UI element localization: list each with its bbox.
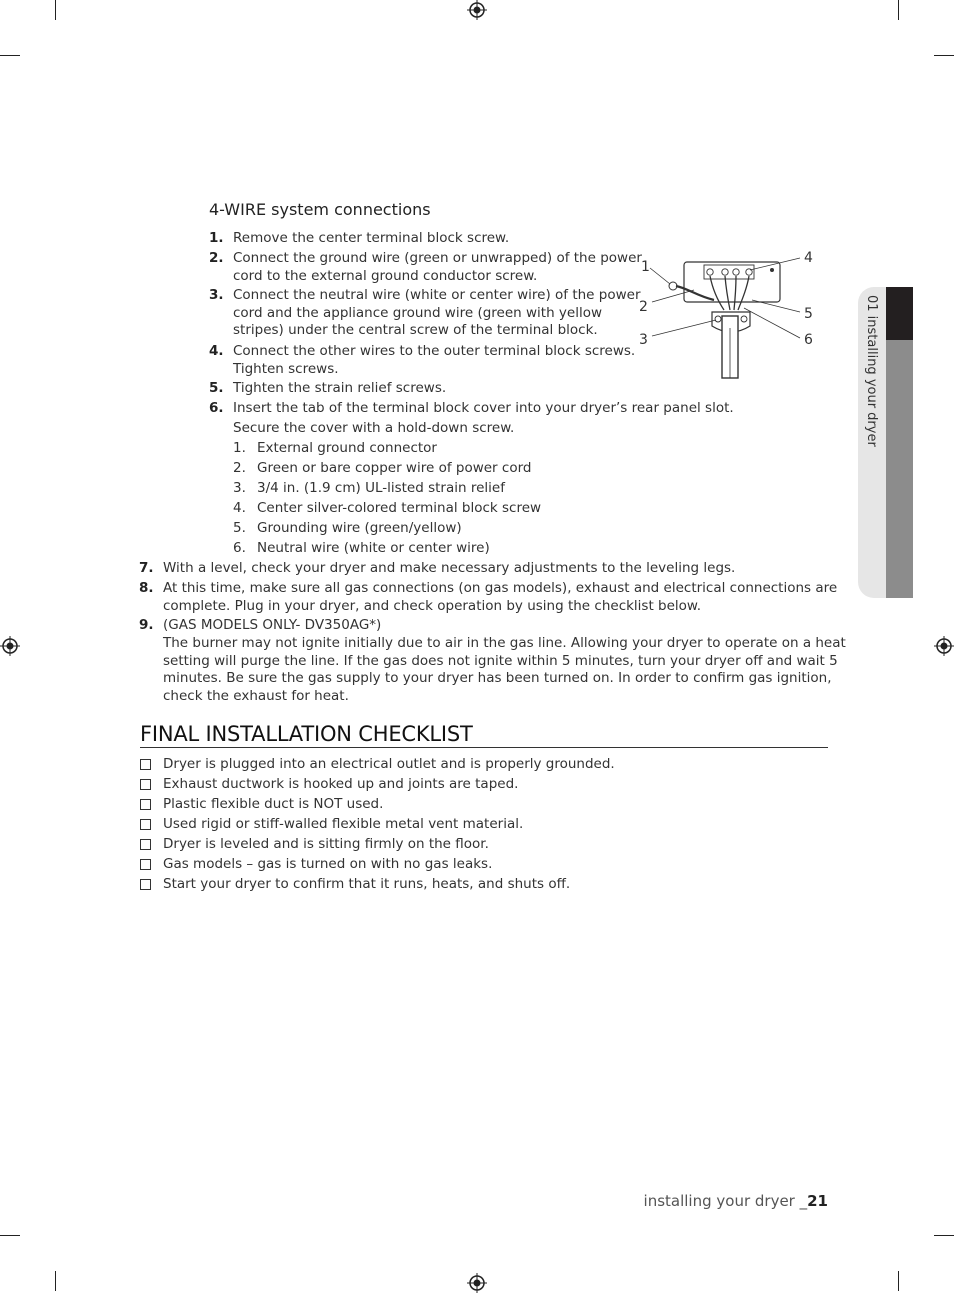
legend-number: 5. — [233, 520, 246, 536]
step-text: Remove the center terminal block screw. — [233, 230, 510, 246]
checklist-title: FINAL INSTALLATION CHECKLIST — [140, 722, 828, 748]
checklist-text: Gas models – gas is turned on with no gas leaks. — [163, 856, 493, 872]
step-text: Connect the other wires to the outer terminal block screws. — [233, 343, 636, 359]
callout-label: 4 — [804, 250, 813, 266]
footer-text: installing your dryer _ — [643, 1192, 808, 1210]
crop-mark — [934, 1235, 954, 1236]
legend-text: 3/4 in. (1.9 cm) UL-listed strain relief — [257, 480, 505, 496]
checklist-text: Start your dryer to confirm that it runs, heats, and shuts off. — [163, 876, 571, 892]
callout-label: 1 — [641, 259, 650, 275]
callout-label: 5 — [804, 306, 813, 322]
checkbox-icon[interactable] — [140, 839, 151, 850]
terminal-screw — [707, 269, 713, 275]
legend-text: Center silver-colored terminal block screw — [257, 500, 542, 516]
step-text: check the exhaust for heat. — [163, 687, 349, 704]
step-number: 2. — [209, 250, 224, 266]
terminal-block-diagram — [632, 246, 822, 380]
step-number: 6. — [209, 400, 224, 416]
chapter-tab-label: 01 installing your dryer — [864, 295, 879, 447]
page-footer — [644, 1192, 828, 1210]
mounting-screw — [770, 268, 774, 272]
page-number: 21 — [807, 1192, 828, 1210]
checkbox-icon[interactable] — [140, 779, 151, 790]
checklist-text: Exhaust ductwork is hooked up and joints are taped. — [163, 776, 519, 792]
step-text: cord to the external ground conductor screw. — [233, 267, 538, 284]
registration-mark-icon — [934, 636, 954, 656]
checkbox-icon[interactable] — [140, 759, 151, 770]
step-number: 7. — [139, 560, 154, 576]
registration-mark-icon — [0, 636, 20, 656]
step-number: 5. — [209, 380, 224, 396]
chapter-tab-marker — [886, 287, 913, 340]
strain-relief-screw — [741, 316, 747, 322]
step-text: At this time, make sure all gas connections (on gas models), exhaust and electrical connections are — [163, 580, 838, 596]
callout-label: 2 — [639, 299, 648, 315]
callout-leader — [652, 320, 716, 336]
step-text: The burner may not ignite initially due to air in the gas line. Allowing your dryer to operate on a heat — [163, 635, 846, 651]
crop-mark — [898, 1271, 899, 1291]
legend-number: 4. — [233, 500, 246, 516]
step-text: Tighten the strain relief screws. — [233, 380, 447, 396]
step-text: (GAS MODELS ONLY- DV350AG*) — [163, 617, 382, 633]
crop-mark — [55, 1271, 56, 1291]
crop-mark — [934, 55, 954, 56]
step-number: 8. — [139, 580, 154, 596]
crop-mark — [0, 1235, 20, 1236]
checkbox-icon[interactable] — [140, 879, 151, 890]
strain-relief-screw — [715, 316, 721, 322]
callout-label: 6 — [804, 332, 813, 348]
checkbox-icon[interactable] — [140, 819, 151, 830]
checklist-text: Dryer is leveled and is sitting firmly on the floor. — [163, 836, 489, 852]
legend-number: 1. — [233, 440, 246, 456]
step-text: Tighten screws. — [233, 360, 339, 377]
legend-text: Neutral wire (white or center wire) — [257, 540, 490, 556]
legend-number: 6. — [233, 540, 246, 556]
terminal-screw — [733, 269, 739, 275]
section-title: 4-WIRE system connections — [209, 200, 431, 219]
chapter-tab-strip — [886, 340, 913, 598]
step-text: Connect the neutral wire (white or center wire) of the power — [233, 287, 641, 303]
legend-text: Grounding wire (green/yellow) — [257, 520, 462, 536]
checklist-text: Plastic flexible duct is NOT used. — [163, 796, 384, 812]
callout-leader — [744, 308, 800, 338]
checkbox-icon[interactable] — [140, 799, 151, 810]
terminal-screw — [722, 269, 728, 275]
step-number: 1. — [209, 230, 224, 246]
step-text: setting will purge the line. If the gas does not ignite within 5 minutes, turn your dryer off and wait 5 — [163, 652, 838, 669]
step-text: complete. Plug in your dryer, and check operation by using the checklist below. — [163, 597, 702, 614]
checklist-text: Dryer is plugged into an electrical outlet and is properly grounded. — [163, 756, 615, 772]
callout-leader — [650, 268, 670, 284]
step-text: stripes) under the central screw of the terminal block. — [233, 322, 598, 338]
step-number: 3. — [209, 287, 224, 303]
legend-text: External ground connector — [257, 440, 437, 456]
callout-label: 3 — [639, 332, 648, 348]
registration-mark-icon — [467, 1273, 487, 1293]
legend-text: Green or bare copper wire of power cord — [257, 460, 532, 476]
step-text: cord and the appliance ground wire (green with yellow — [233, 304, 603, 321]
step-text: Connect the ground wire (green or unwrapped) of the power — [233, 250, 642, 266]
checkbox-icon[interactable] — [140, 859, 151, 870]
step-number: 4. — [209, 343, 224, 359]
crop-mark — [0, 55, 20, 56]
step-number: 9. — [139, 617, 154, 633]
step-text: With a level, check your dryer and make necessary adjustments to the leveling legs. — [163, 560, 736, 576]
crop-mark — [898, 0, 899, 20]
step-text: minutes. Be sure the gas supply to your dryer has been turned on. In order to confirm gas ignition, — [163, 670, 832, 686]
registration-mark-icon — [467, 0, 487, 20]
legend-number: 3. — [233, 480, 246, 496]
step-text: Insert the tab of the terminal block cover into your dryer’s rear panel slot. — [233, 400, 734, 416]
legend-number: 2. — [233, 460, 246, 476]
step-text: Secure the cover with a hold-down screw. — [233, 420, 515, 436]
ground-screw — [669, 282, 677, 290]
checklist-text: Used rigid or stiff-walled flexible metal vent material. — [163, 816, 524, 832]
crop-mark — [55, 0, 56, 20]
